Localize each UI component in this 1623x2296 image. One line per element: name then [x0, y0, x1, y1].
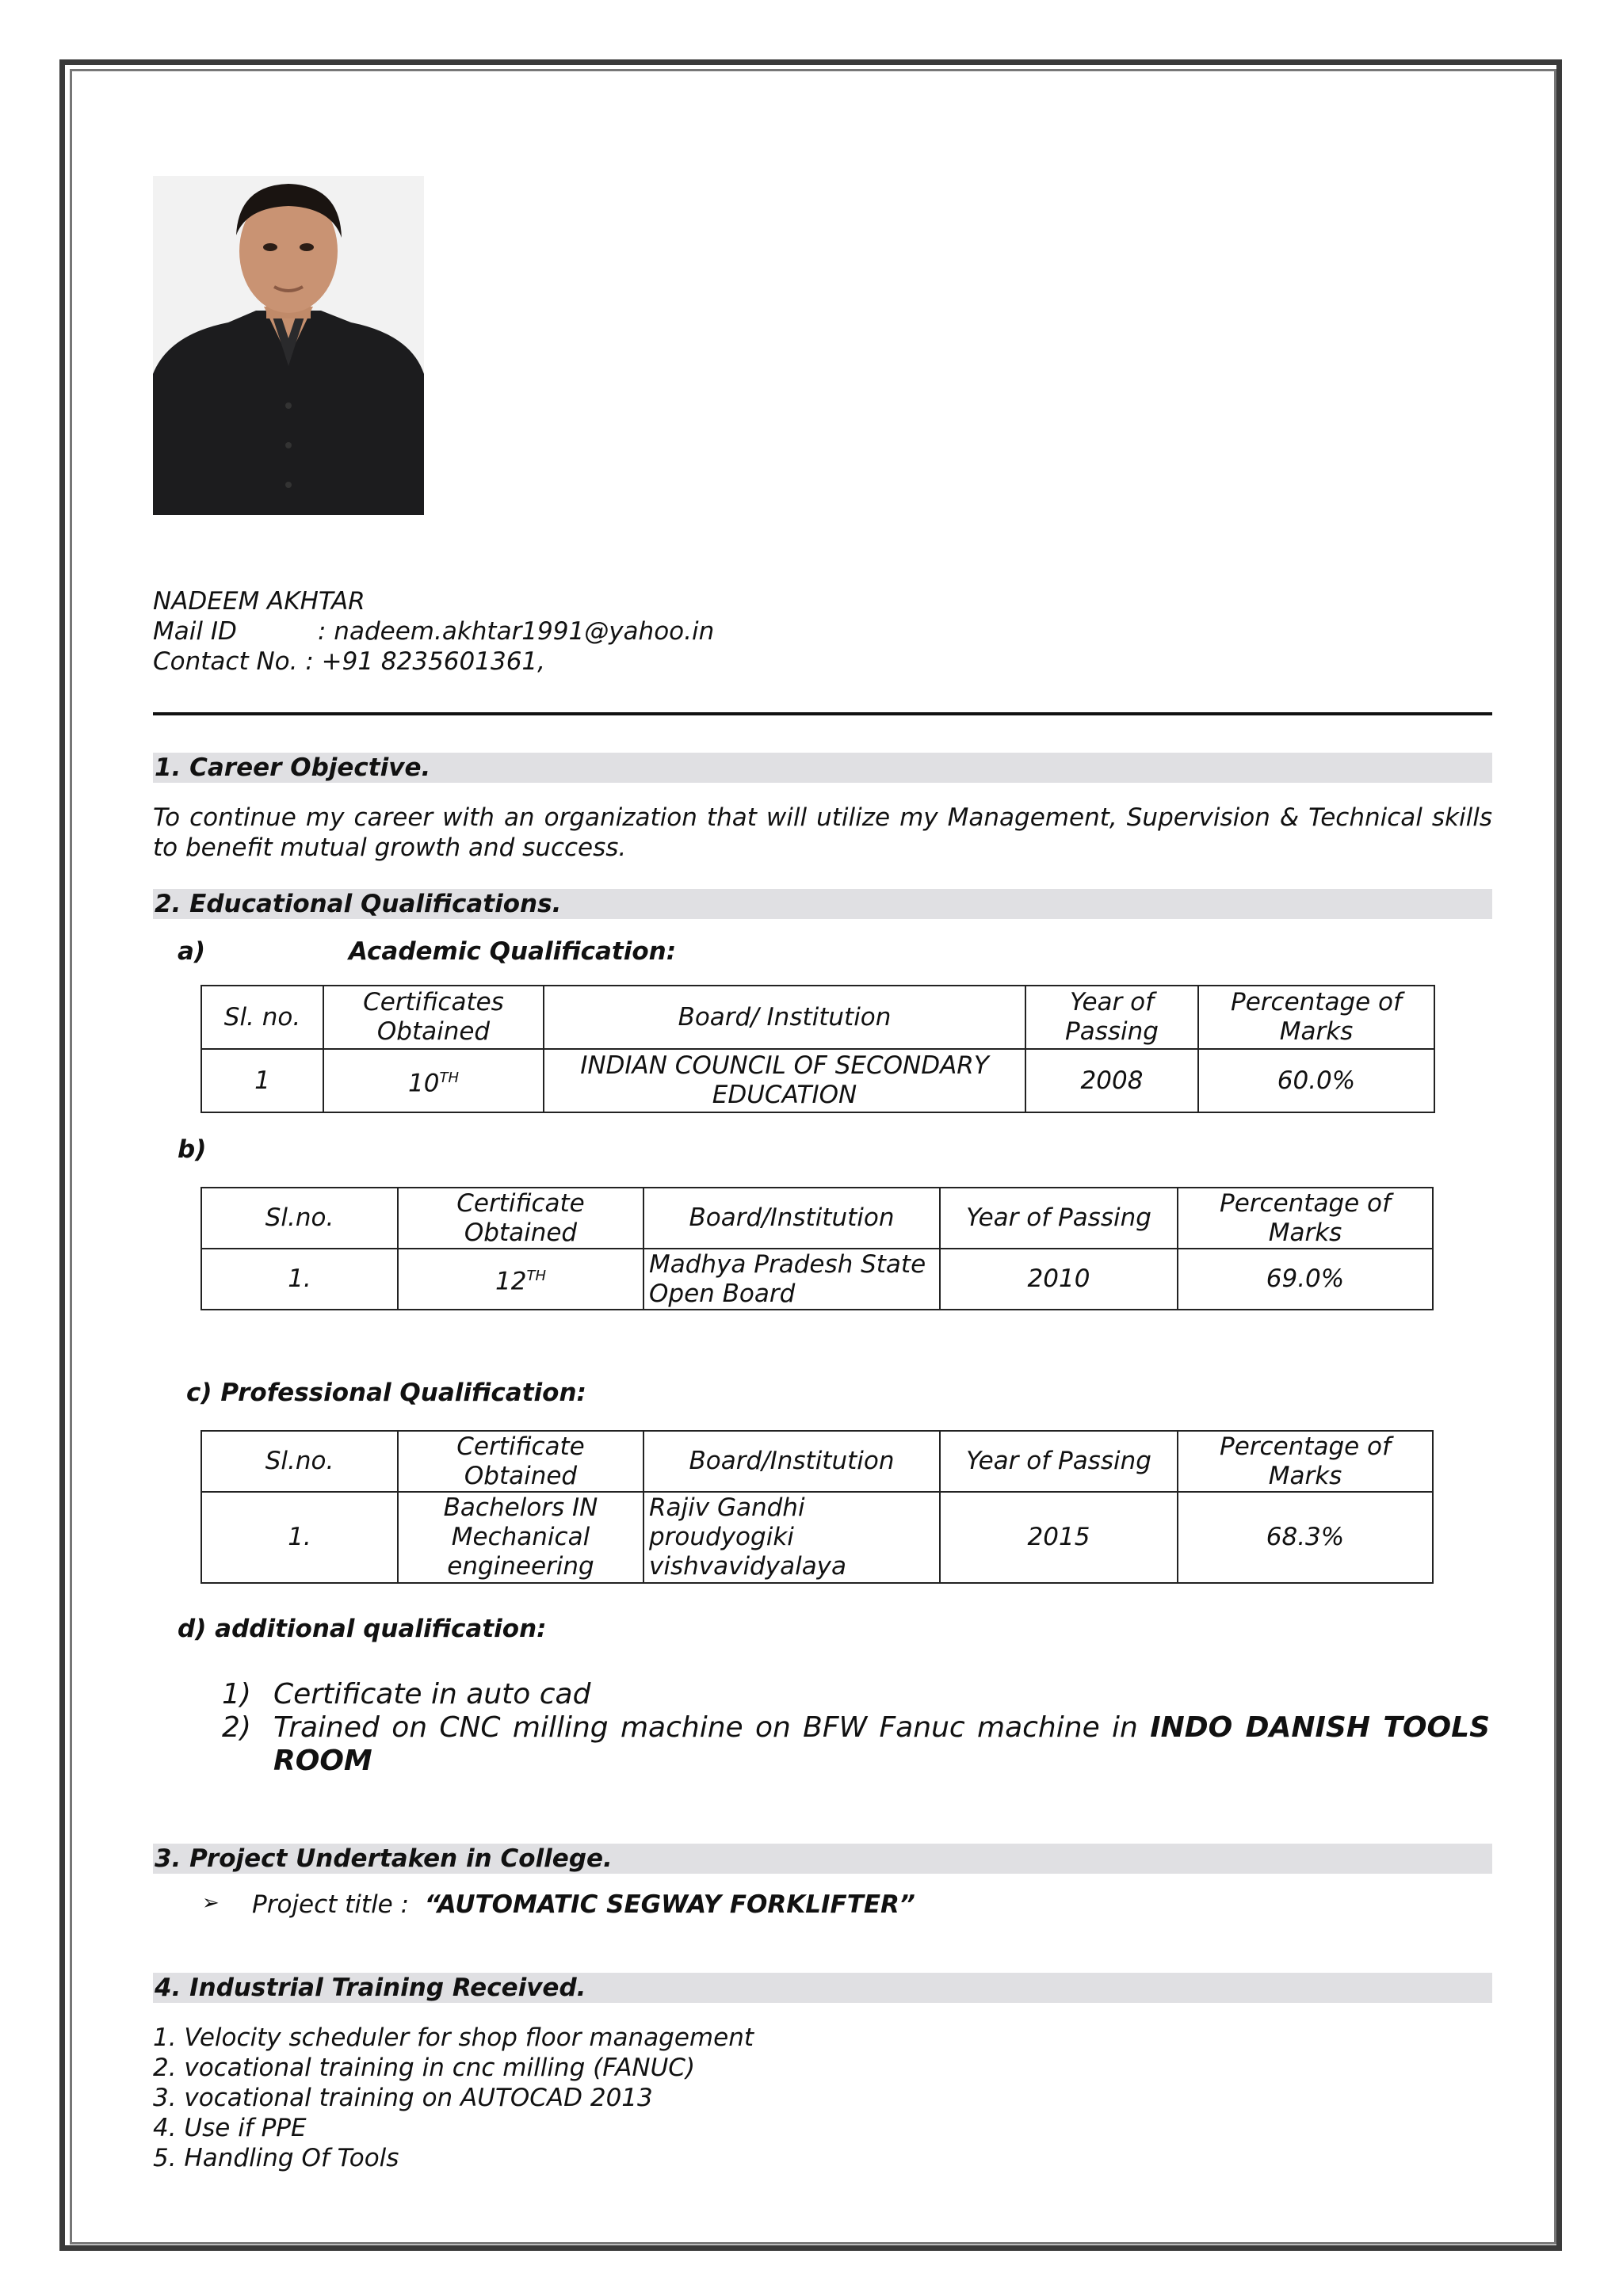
arrow-bullet-icon: ➢: [202, 1891, 220, 1915]
table-header-cell: Percentage of Marks: [1178, 1188, 1433, 1249]
table-header-row: [201, 1431, 1433, 1492]
table-header-cell: Board/Institution: [643, 1188, 940, 1249]
list-item: [222, 1711, 1490, 1778]
mail-value[interactable]: : nadeem.akhtar1991@yahoo.in: [318, 617, 715, 646]
training-list: [153, 2023, 754, 2173]
professional-title: c) Professional Qualification:: [186, 1379, 586, 1407]
project-row: [252, 1890, 915, 1919]
table-header-cell: Certificate Obtained: [398, 1431, 643, 1492]
list-item: 1. Velocity scheduler for shop floor management: [153, 2023, 754, 2052]
table-cell-pct: 68.3%: [1178, 1492, 1433, 1583]
list-item: [222, 1678, 1490, 1711]
table-cell-year: 2010: [940, 1249, 1178, 1310]
table-header-cell: Board/ Institution: [544, 986, 1025, 1049]
contact-value: : +91 8235601361,: [305, 647, 546, 676]
additional-title: d) additional qualification:: [178, 1615, 547, 1643]
table-header-cell: Year of Passing: [940, 1188, 1178, 1249]
mail-label: Mail ID: [153, 617, 237, 646]
table-header-cell: Sl.no.: [201, 1188, 398, 1249]
list-item-emphasis: INDO DANISH TOOLS ROOM: [273, 1711, 1490, 1777]
table-header-cell: Percentage of Marks: [1198, 986, 1434, 1049]
table-header-cell: Certificate Obtained: [398, 1188, 643, 1249]
table-cell-board: Madhya Pradesh State Open Board: [643, 1249, 940, 1310]
table-row: [201, 1049, 1434, 1112]
section-project: 3. Project Undertaken in College.: [153, 1844, 1492, 1874]
higher-label: b): [178, 1135, 207, 1164]
academic-label: a): [178, 937, 206, 966]
person-name: NADEEM AKHTAR: [153, 587, 365, 616]
list-item-number: 2): [222, 1711, 251, 1744]
project-label: Project title :: [252, 1890, 410, 1919]
mail-row: [153, 616, 714, 646]
table-header-cell: Sl. no.: [201, 986, 323, 1049]
table-cell-year: 2008: [1025, 1049, 1198, 1112]
contact-row: [153, 646, 714, 677]
list-item: 4. Use if PPE: [153, 2114, 307, 2142]
table-cell-pct: 69.0%: [1178, 1249, 1433, 1310]
table-cell-board: Rajiv Gandhi proudyogiki vishvavidyalaya: [643, 1492, 940, 1583]
table-header-cell: Year of Passing: [940, 1431, 1178, 1492]
table-header-cell: Sl.no.: [201, 1431, 398, 1492]
list-item: 2. vocational training in cnc milling (FANUC): [153, 2054, 696, 2082]
table-cell-board: INDIAN COUNCIL OF SECONDARY EDUCATION: [544, 1049, 1025, 1112]
career-objective-text: To continue my career with an organization that will utilize my Management, Supervision & Technical skills to benefit mutual growth and success.: [153, 803, 1492, 862]
table-cell-sl: 1.: [201, 1492, 398, 1583]
table-header-cell: Board/Institution: [643, 1431, 940, 1492]
list-item-number: 1): [222, 1678, 251, 1711]
section-career-objective: 1. Career Objective.: [153, 753, 1492, 783]
additional-list: [222, 1678, 1490, 1778]
table-row: [201, 1492, 1433, 1583]
contact-block: [153, 586, 714, 677]
table-row: [201, 1249, 1433, 1310]
table-cell-pct: 60.0%: [1198, 1049, 1434, 1112]
academic-title: Academic Qualification:: [349, 937, 677, 966]
list-item-text: Trained on CNC milling machine on BFW Fanuc machine in: [273, 1711, 1151, 1744]
table-header-row: [201, 1188, 1433, 1249]
contact-label: Contact No.: [153, 647, 298, 676]
academic-table: [200, 985, 1435, 1113]
list-item: 5. Handling Of Tools: [153, 2144, 399, 2172]
list-item-text: Certificate in auto cad: [273, 1678, 591, 1711]
professional-table: [200, 1430, 1434, 1584]
table-cell-cert: Bachelors IN Mechanical engineering: [398, 1492, 643, 1583]
table-cell-sl: 1: [201, 1049, 323, 1112]
list-item: 3. vocational training on AUTOCAD 2013: [153, 2084, 653, 2112]
project-value: “AUTOMATIC SEGWAY FORKLIFTER”: [424, 1890, 915, 1919]
header-divider: [153, 712, 1492, 715]
higher-table: [200, 1187, 1434, 1310]
table-header-cell: Certificates Obtained: [323, 986, 544, 1049]
table-cell-cert: 12TH: [398, 1249, 643, 1310]
section-training: 4. Industrial Training Received.: [153, 1973, 1492, 2003]
table-header-cell: Percentage of Marks: [1178, 1431, 1433, 1492]
table-header-row: [201, 986, 1434, 1049]
section-education: 2. Educational Qualifications.: [153, 889, 1492, 919]
table-cell-year: 2015: [940, 1492, 1178, 1583]
profile-photo: [153, 176, 424, 515]
table-header-cell: Year of Passing: [1025, 986, 1198, 1049]
table-cell-cert: 10TH: [323, 1049, 544, 1112]
table-cell-sl: 1.: [201, 1249, 398, 1310]
